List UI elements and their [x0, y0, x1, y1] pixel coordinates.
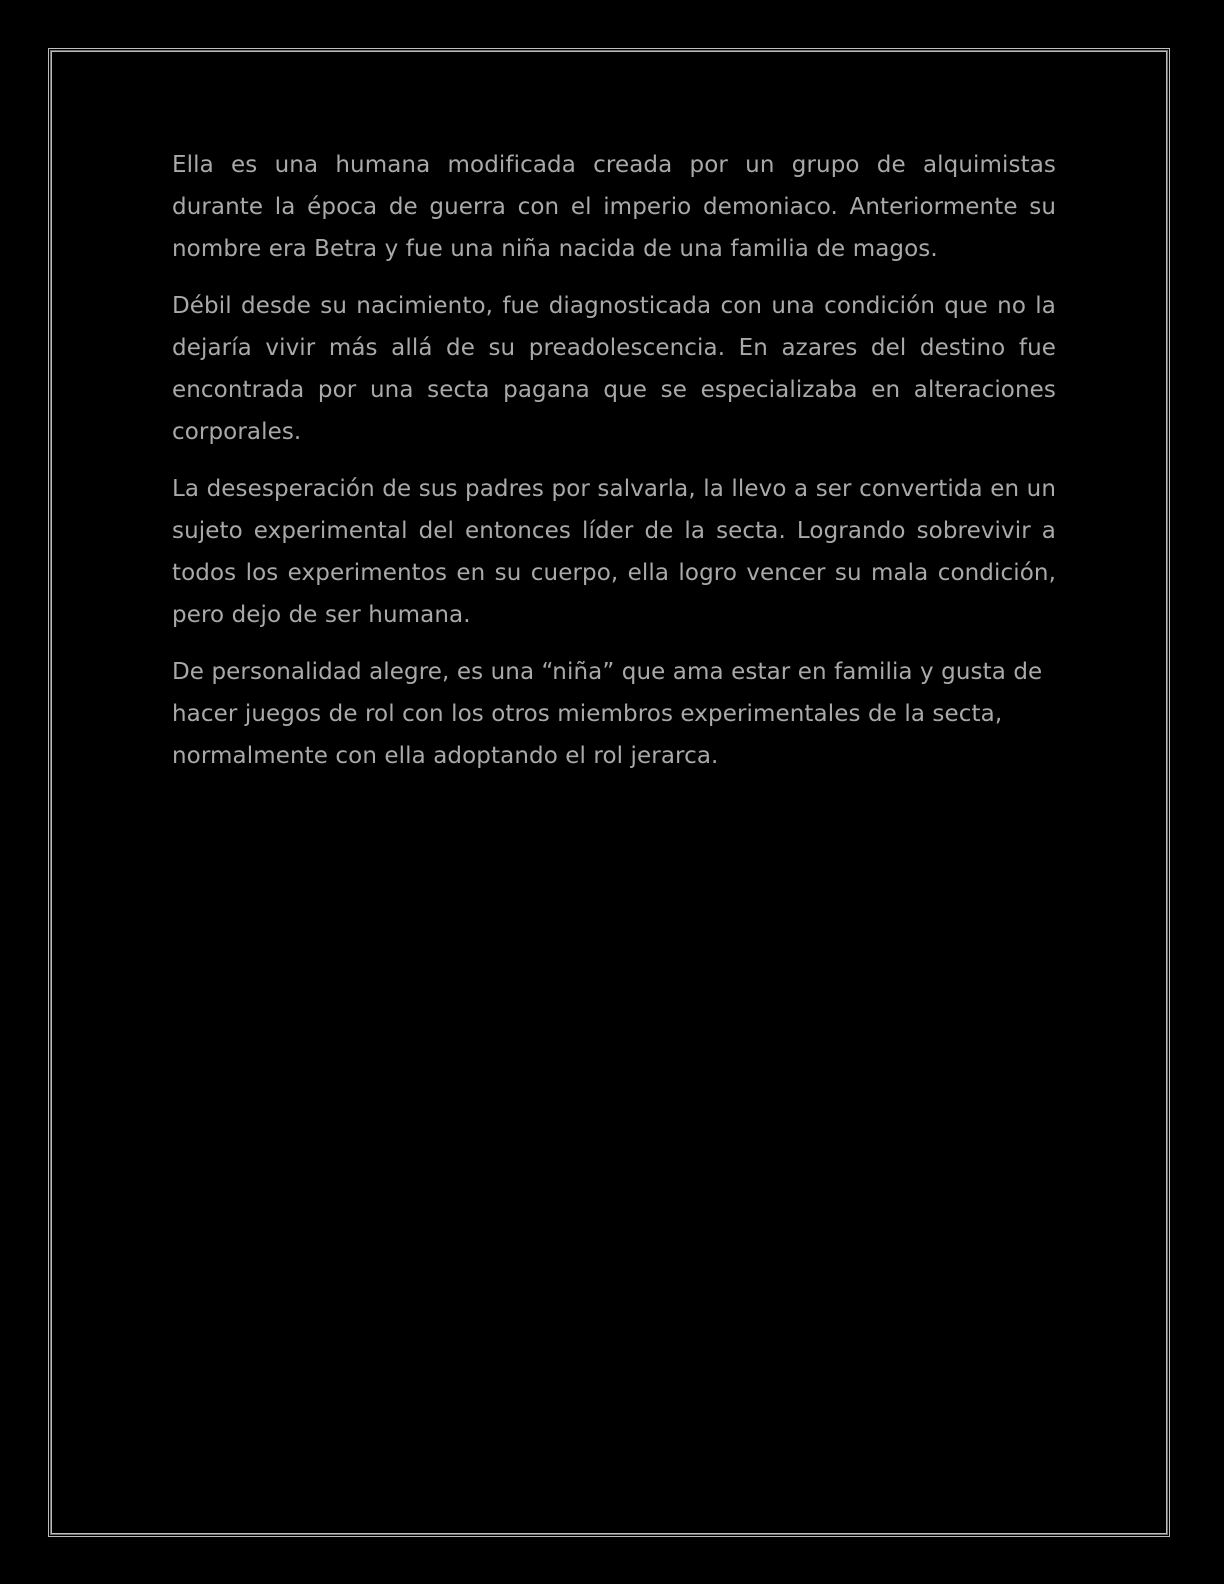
paragraph-origin: Ella es una humana modificada creada por un grupo de alquimistas durante la época de guerra con el imperio demoniaco. Anteriormente su nombre era Betra y fue una niña nacida de una familia de magos. — [172, 152, 1056, 262]
document-body — [172, 144, 1056, 792]
page-border-frame — [48, 48, 1170, 1537]
paragraph-illness: Débil desde su nacimiento, fue diagnosticada con una condición que no la dejaría vivir más allá de su preadolescencia. En azares del destino fue encontrada por una secta pagana que se especializaba en alteraciones corporales. — [172, 293, 1056, 445]
paragraph-transformation: La desesperación de sus padres por salvarla, la llevo a ser convertida en un sujeto experimental del entonces líder de la secta. Logrando sobrevivir a todos los experimentos en su cuerpo, ella logro vencer su mala condición, pero dejo de ser humana. — [172, 476, 1056, 628]
paragraph-personality: De personalidad alegre, es una “niña” que ama estar en familia y gusta de hacer juegos de rol con los otros miembros experimentales de la secta, normalmente con ella adoptando el rol jerarca. — [172, 659, 1043, 769]
